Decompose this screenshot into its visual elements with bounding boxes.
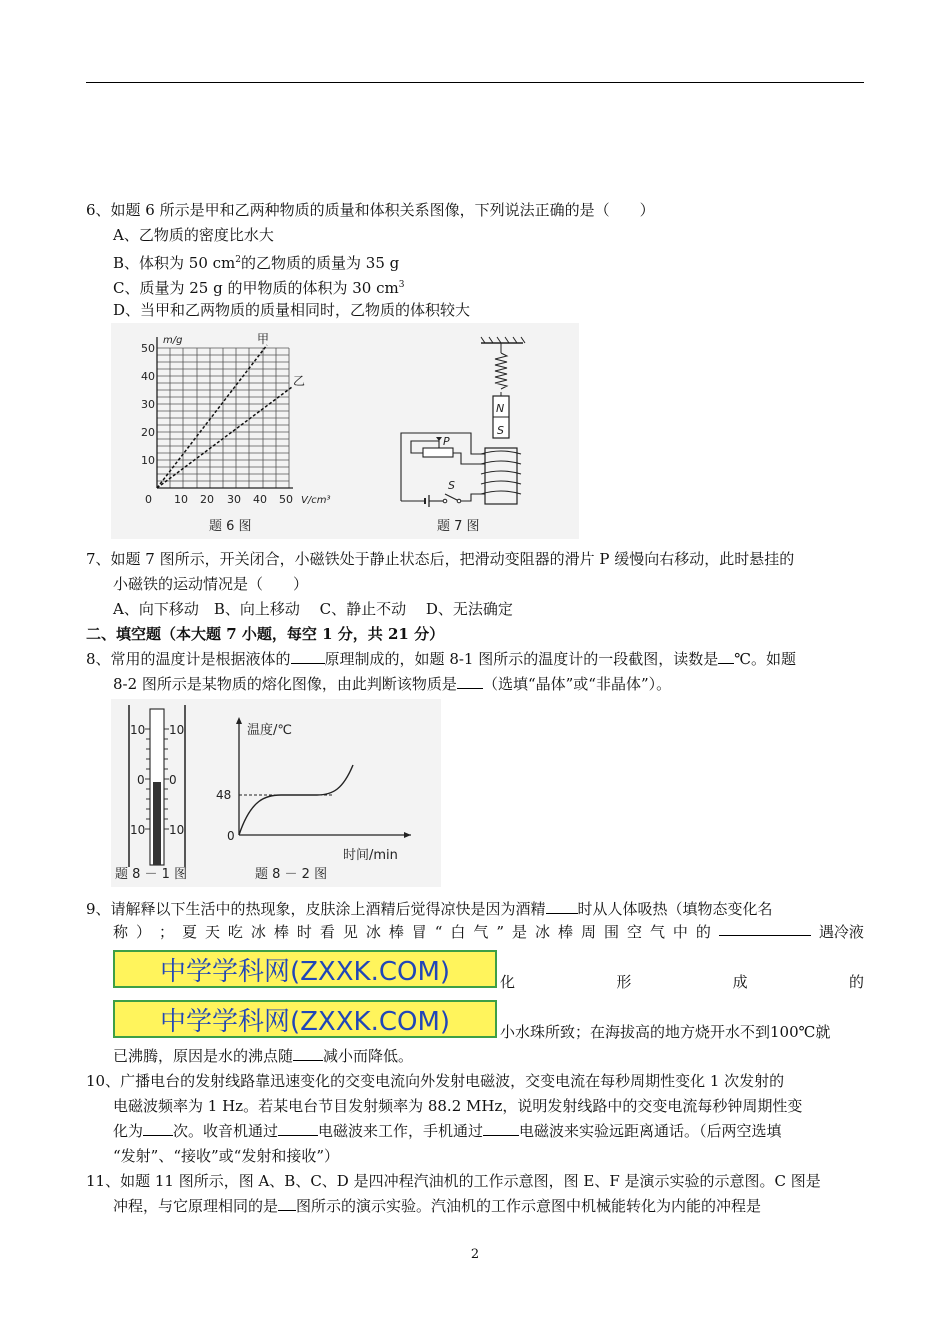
char: 中 — [672, 923, 688, 941]
char: 的 — [695, 923, 711, 941]
melting-graph — [216, 717, 411, 882]
char: 棒 — [273, 923, 289, 941]
char: 棒 — [558, 923, 574, 941]
g6-xtick: 30 — [227, 493, 241, 506]
magnet-n: N — [496, 402, 505, 415]
blank — [278, 1196, 296, 1211]
char: 气 — [473, 923, 489, 941]
figure-6-7-svg — [111, 323, 579, 539]
char: 天 — [204, 923, 220, 941]
header-rule — [86, 82, 864, 83]
q9-line1: 9、请解释以下生活中的热现象，皮肤涂上酒精后觉得凉快是因为酒精 时从人体吸热（填物态变化名 — [86, 900, 773, 918]
char: 白 — [450, 923, 466, 941]
char: 化 — [500, 973, 516, 991]
watermark-banner: 中学学科网(ZXXK.COM) — [113, 950, 497, 988]
g6-ylabel: m/g — [163, 335, 183, 346]
char: 是 — [512, 923, 528, 941]
char: 冰 — [250, 923, 266, 941]
char: 冰 — [365, 923, 381, 941]
q11-line1: 11、如题 11 图所示，图 A、B、C、D 是四冲程汽油机的工作示意图，图 E、F 是演示实验的示意图。C 图是 — [86, 1172, 821, 1190]
q10-line3: 化为 次。收音机通过 电磁波来工作，手机通过 电磁波来实验远距离通话。（后两空选填 — [113, 1122, 782, 1140]
g8-2-caption: 题 8 － 2 图 — [255, 867, 328, 882]
blank — [143, 1121, 173, 1136]
figure-6-7 — [111, 323, 579, 539]
char: 冒 — [411, 923, 427, 941]
thermo-label-0: 0 — [137, 773, 145, 787]
q8-line1: 8、常用的温度计是根据液体的 原理制成的，如题 8-1 图所示的温度计的一段截图，读数是 ℃。如题 — [86, 650, 797, 668]
slider-p: P — [443, 435, 450, 448]
g6-origin: 0 — [145, 493, 152, 506]
figure-8-svg — [111, 699, 441, 887]
blank — [483, 1121, 519, 1136]
char: 棒 — [388, 923, 404, 941]
char: 夏 — [181, 923, 197, 941]
section-2-title: 二、填空题（本大题 7 小题，每空 1 分，共 21 分） — [86, 625, 445, 643]
g8-xlabel: 时间/min — [343, 848, 398, 863]
g6-xtick: 10 — [174, 493, 188, 506]
g6-xtick: 40 — [253, 493, 267, 506]
diagram-7 — [401, 337, 525, 534]
watermark-banner: 中学学科网(ZXXK.COM) — [113, 1000, 497, 1038]
thermometer — [115, 705, 187, 882]
thermo-label-0: 0 — [169, 773, 177, 787]
char: 气 — [649, 923, 665, 941]
q6-option-b: B、体积为 50 $cm^2$的乙物质的质量为 35 g — [113, 254, 400, 272]
char: 的 — [848, 973, 864, 991]
graph-6 — [141, 332, 330, 534]
q7-options: A、向下移动 B、向上移动 C、静止不动 D、无法确定 — [113, 600, 513, 618]
thermo-label-neg10: 10 — [169, 823, 185, 837]
char: “ — [434, 923, 443, 941]
q11-line2: 冲程，与它原理相同的是 图所示的演示实验。汽油机的工作示意图中机械能转化为内能的冲程是 — [113, 1197, 762, 1215]
g6-caption: 题 6 图 — [209, 519, 252, 534]
g8-ylabel: 温度/℃ — [247, 723, 292, 738]
char: 形 — [616, 973, 632, 991]
q7-line1: 7、如题 7 图所示，开关闭合，小磁铁处于静止状态后，把滑动变阻器的滑片 P 缓慢向右移动，此时悬挂的 — [86, 550, 795, 568]
g7-caption: 题 7 图 — [437, 519, 480, 534]
q6-stem: 6、如题 6 所示是甲和乙两种物质的质量和体积关系图像，下列说法正确的是（ ） — [86, 201, 655, 219]
char: ” — [496, 923, 505, 941]
g6-ytick: 20 — [141, 426, 155, 439]
q6-option-c: C、质量为 25 g 的甲物质的体积为 30 $cm^3$ — [113, 279, 405, 297]
thermo-label-10: 10 — [169, 723, 185, 737]
q10-line4: “发射”、“接收”或“发射和接收”） — [113, 1147, 340, 1165]
g6-ytick: 40 — [141, 370, 155, 383]
blank — [278, 1121, 318, 1136]
q10-line1: 10、广播电台的发射线路靠迅速变化的交变电流向外发射电磁波，交变电流在每秒周期性变化 1 次发射的 — [86, 1072, 785, 1090]
thermo-label-neg10: 10 — [130, 823, 146, 837]
char: 围 — [603, 923, 619, 941]
magnet-s: S — [497, 424, 504, 437]
char: 称 — [113, 923, 129, 941]
g6-series-a: 甲 — [257, 332, 270, 346]
g6-series-b: 乙 — [293, 374, 306, 388]
blank — [718, 649, 734, 664]
char: 冰 — [535, 923, 551, 941]
g8-origin: 0 — [227, 829, 235, 843]
char: ； — [158, 923, 174, 941]
g6-xlabel: V/cm³ — [301, 495, 331, 506]
g8-48-label: 48 — [216, 788, 232, 802]
char: 成 — [732, 973, 748, 991]
q9-line4: 小水珠所致；在海拔高的地方烧开水不到100℃就 — [500, 1023, 831, 1041]
switch-s: S — [448, 479, 455, 492]
g6-ytick: 30 — [141, 398, 155, 411]
q9-line3 — [500, 971, 864, 993]
figure-8 — [111, 699, 441, 887]
blank — [293, 1046, 323, 1061]
g6-xtick: 20 — [200, 493, 214, 506]
blank — [457, 674, 483, 689]
q6-option-a: A、乙物质的密度比水大 — [113, 226, 274, 244]
g6-ytick: 50 — [141, 342, 155, 355]
char: 时 — [296, 923, 312, 941]
char: 遇冷液 — [818, 923, 864, 941]
blank — [719, 921, 811, 936]
char: 看 — [319, 923, 335, 941]
char: ） — [135, 923, 151, 941]
q9-line5: 已沸腾，原因是水的沸点随 减小而降低。 — [113, 1047, 414, 1065]
char: 空 — [626, 923, 642, 941]
blank — [291, 649, 325, 664]
thermo-label-10: 10 — [130, 723, 146, 737]
page-number: 2 — [470, 1247, 480, 1262]
char: 吃 — [227, 923, 243, 941]
char: 见 — [342, 923, 358, 941]
g6-xtick: 50 — [279, 493, 293, 506]
q9-line2 — [113, 921, 864, 943]
blank — [546, 899, 578, 914]
q8-line2: 8-2 图所示是某物质的熔化图像，由此判断该物质是 （选填“晶体”或“非晶体”）。 — [113, 675, 672, 693]
char: 周 — [580, 923, 596, 941]
q7-line2: 小磁铁的运动情况是（ ） — [113, 575, 309, 593]
q10-line2: 电磁波频率为 1 Hz。若某电台节目发射频率为 88.2 MHz，说明发射线路中的交变电流每秒钟周期性变 — [113, 1097, 803, 1115]
q6-option-d: D、当甲和乙两物质的质量相同时，乙物质的体积较大 — [113, 301, 471, 319]
g6-ytick: 10 — [141, 454, 155, 467]
g8-1-caption: 题 8 － 1 图 — [115, 867, 188, 882]
